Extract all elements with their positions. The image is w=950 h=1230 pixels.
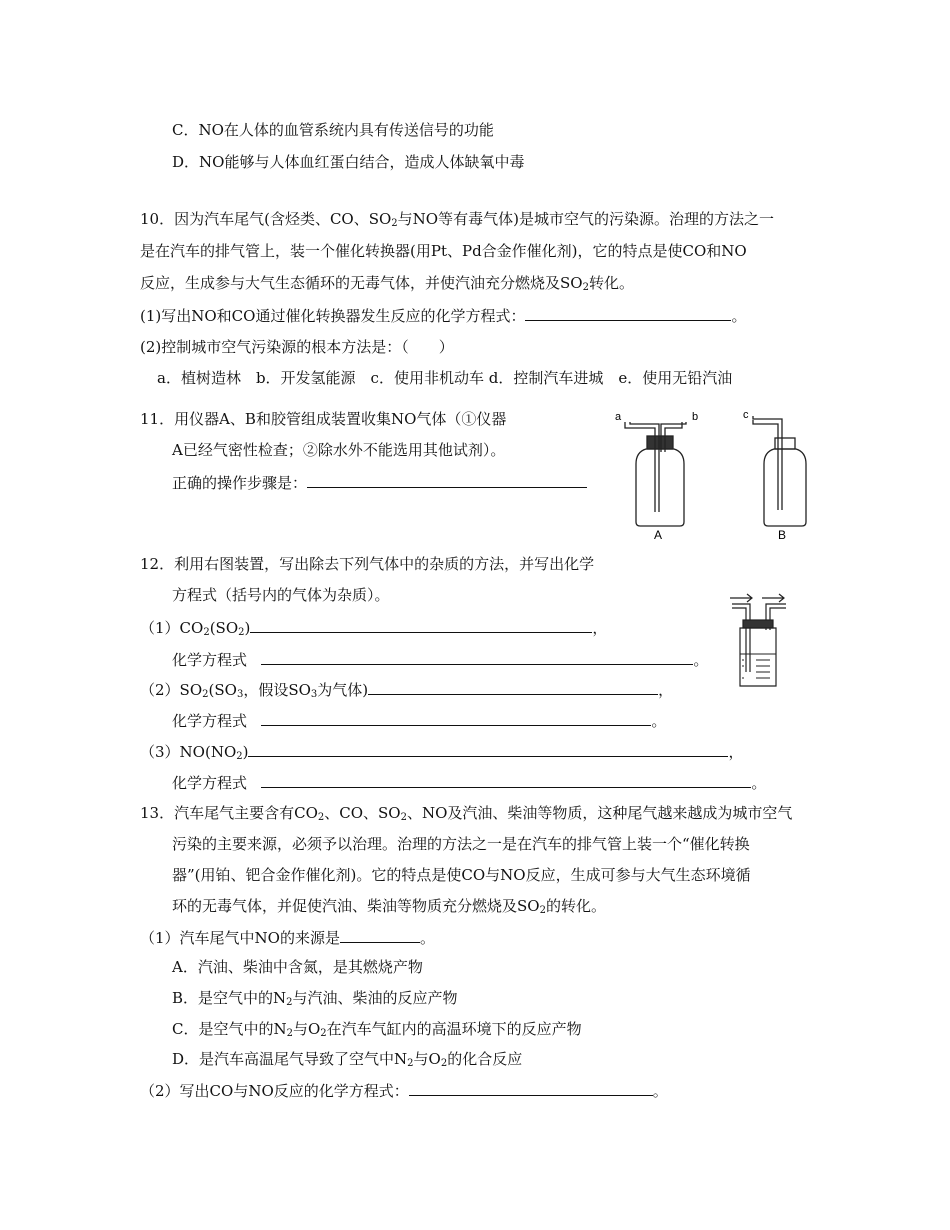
inlet-tube — [732, 604, 750, 672]
label-c: c — [743, 409, 749, 421]
answer-blank[interactable] — [409, 1080, 653, 1096]
arrow-in — [730, 594, 752, 602]
q12-item2: $(2)SO_2(SO_3$，假设$SO_3$为气体) ， — [140, 681, 674, 700]
bottle-b — [764, 449, 806, 526]
q11-line1: 11．用仪器A、B和胶管组成装置收集NO气体（①仪器 — [140, 410, 507, 428]
q12-item2-equation: 化学方程式 。 — [172, 712, 667, 730]
answer-blank[interactable] — [250, 617, 592, 633]
gas-wash-bottle-figure — [726, 592, 796, 692]
q10-sub1: (1)写出NO和CO通过催化转换器发生反应的化学方程式： 。 — [140, 307, 747, 325]
answer-blank[interactable] — [340, 927, 420, 943]
q12-line2: 方程式（括号内的气体为杂质）。 — [172, 586, 390, 604]
answer-blank[interactable] — [261, 649, 693, 665]
tube-c — [753, 416, 782, 510]
q12-line1: 12．利用右图装置，写出除去下列气体中的杂质的方法，并写出化学 — [140, 555, 595, 573]
label-a: a — [615, 411, 622, 423]
q12-item3-equation: 化学方程式 。 — [172, 774, 767, 792]
q9-option-d: D．NO能够与人体血红蛋白结合，造成人体缺氧中毒 — [172, 153, 525, 171]
bottle-a — [636, 449, 684, 526]
q13-sub2: （2）写出CO与NO反应的化学方程式： 。 — [140, 1082, 668, 1100]
q13-line1: 13．汽车尾气主要含有$CO_2$、CO、$SO_2$、NO及汽油、柴油等物质，这种尾气越来越成为城市空气 — [140, 804, 793, 823]
q13-line3: 器”(用铂、钯合金作催化剂)。它的特点是使CO与NO反应，生成可参与大气生态环境循 — [172, 866, 751, 884]
q10-line2: 是在汽车的排气管上，装一个催化转换器(用Pt、Pd合金作催化剂)，它的特点是使CO和NO — [140, 242, 747, 260]
bottle-stopper — [743, 620, 773, 628]
q13-sub1: （1）汽车尾气中NO的来源是 。 — [140, 929, 435, 947]
q10-line3: 反应，生成参与大气生态循环的无毒气体，并使汽油充分燃烧及$SO_2$转化。 — [140, 274, 634, 293]
stopper-a — [647, 436, 673, 449]
q13-option-c: C．是空气中的$N_2$与$O_2$在汽车气缸内的高温环境下的反应产物 — [172, 1020, 582, 1039]
q13-line4: 环的无毒气体，并促使汽油、柴油等物质充分燃烧及$SO_2$的转化。 — [172, 897, 606, 916]
answer-blank[interactable] — [261, 710, 651, 726]
q10-choices: a．植树造林 b．开发氢能源 c．使用非机动车 d．控制汽车进城 e．使用无铅汽油 — [157, 369, 733, 387]
arrow-out — [762, 594, 784, 602]
q13-option-b: B．是空气中的$N_2$与汽油、柴油的反应产物 — [172, 989, 458, 1008]
label-b: b — [692, 411, 699, 423]
answer-blank[interactable] — [248, 741, 728, 757]
q12-item1: $(1)CO_2(SO_2)$ ， — [140, 619, 608, 638]
caption-b: B — [778, 528, 787, 542]
q13-line2: 污染的主要来源，必须予以治理。治理的方法之一是在汽车的排气管上装一个“催化转换 — [172, 835, 750, 853]
answer-blank[interactable] — [525, 305, 731, 321]
q12-item1-equation: 化学方程式 。 — [172, 651, 709, 669]
apparatus-ab-figure — [612, 402, 812, 547]
q11-line3: 正确的操作步骤是： — [172, 472, 587, 493]
answer-blank[interactable] — [261, 772, 751, 788]
q9-option-c: C．NO在人体的血管系统内具有传送信号的功能 — [172, 121, 494, 139]
q10-sub2: (2)控制城市空气污染源的根本方法是：（ ） — [140, 338, 454, 356]
answer-blank[interactable] — [368, 679, 658, 695]
q13-option-d: D．是汽车高温尾气导致了空气中$N_2$与$O_2$的化合反应 — [172, 1050, 523, 1069]
q11-line2: A已经气密性检查；②除水外不能选用其他试剂）。 — [172, 441, 506, 459]
caption-a: A — [654, 528, 663, 542]
answer-blank[interactable] — [307, 472, 587, 488]
q12-item3: $(3)NO(NO_2)$ ， — [140, 743, 744, 762]
q10-line1: 10．因为汽车尾气(含烃类、CO、$SO_2$与NO等有毒气体)是城市空气的污染源。治理的方法之一 — [140, 210, 774, 229]
q13-option-a: A．汽油、柴油中含氮，是其燃烧产物 — [172, 958, 423, 976]
